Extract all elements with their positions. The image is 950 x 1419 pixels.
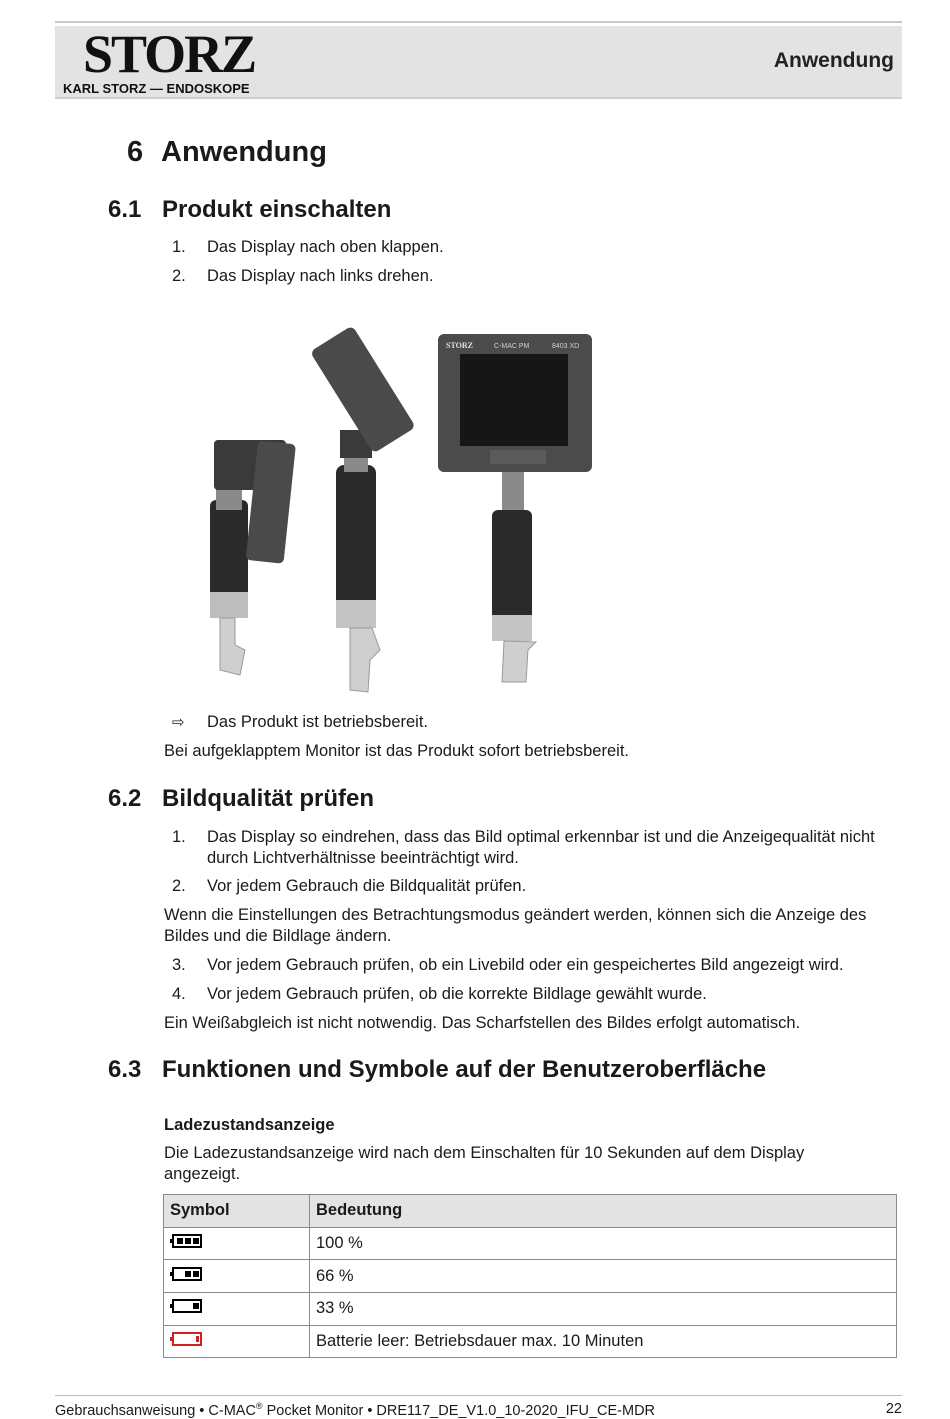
symbol-cell (164, 1227, 310, 1260)
device-brand-label: STORZ (446, 341, 473, 350)
subheading: Ladezustandsanzeige (164, 1116, 335, 1134)
battery-two-thirds-icon (170, 1267, 202, 1281)
list-text: Das Display so eindrehen, dass das Bild optimal erkennbar ist und die Anzeigequalität nicht durch Lichtverhältnisse beeinträchtigt wird. (207, 828, 875, 867)
list-item (164, 237, 894, 258)
table-row (164, 1325, 897, 1358)
section-number: 6.3 (108, 1056, 142, 1083)
list-text: Das Display nach oben klappen. (207, 238, 444, 256)
list-text: Vor jedem Gebrauch prüfen, ob ein Livebild oder ein gespeichertes Bild angezeigt wird. (207, 956, 844, 974)
paragraph: Ein Weißabgleich ist nicht notwendig. Das Scharfstellen des Bildes erfolgt automatisch. (164, 1014, 801, 1032)
section-number: 6.2 (108, 785, 142, 812)
list-item (164, 827, 884, 869)
table-row (164, 1260, 897, 1293)
list-item (164, 984, 894, 1005)
page-number: 22 (885, 1401, 902, 1417)
list-number: 2. (172, 877, 186, 895)
list-text: Vor jedem Gebrauch prüfen, ob die korrekte Bildlage gewählt wurde. (207, 985, 707, 1003)
chapter-number: 6 (127, 136, 144, 168)
battery-symbol-table (163, 1194, 897, 1358)
header-top-rule (55, 21, 902, 23)
header-bottom-rule (55, 97, 902, 99)
registered-mark: ® (255, 1401, 263, 1411)
list-number: 3. (172, 956, 186, 974)
list-item (164, 876, 894, 897)
paragraph: Bei aufgeklapptem Monitor ist das Produkt sofort betriebsbereit. (164, 742, 629, 760)
karl-storz-logo (63, 24, 263, 96)
table-row (164, 1293, 897, 1326)
device-photo-figure (190, 320, 610, 700)
column-header-symbol: Symbol (164, 1195, 310, 1228)
paragraph: Wenn die Einstellungen des Betrachtungsmodus geändert werden, können sich die Anzeige des Bildes und die Bildlage ändern. (164, 906, 867, 945)
header-section-title: Anwendung (773, 49, 894, 72)
battery-full-icon (170, 1234, 202, 1248)
symbol-cell (164, 1260, 310, 1293)
section-title: Produkt einschalten (162, 196, 392, 223)
meaning-cell: 100 % (310, 1227, 897, 1260)
section-title: Funktionen und Symbole auf der Benutzeroberfläche (162, 1056, 767, 1083)
meaning-cell: 33 % (310, 1293, 897, 1326)
meaning-cell: 66 % (310, 1260, 897, 1293)
device-model-label: C-MAC PM (494, 343, 530, 350)
device-display-up (310, 325, 416, 692)
list-text: Vor jedem Gebrauch die Bildqualität prüfen. (207, 877, 527, 895)
list-number: 2. (172, 267, 186, 285)
list-text: Das Display nach links drehen. (207, 267, 434, 285)
table-row (164, 1227, 897, 1260)
table-header-row (164, 1195, 897, 1228)
list-number: 1. (172, 828, 186, 846)
list-number: 1. (172, 238, 186, 256)
device-model-number: 8403 XD (552, 343, 580, 350)
chapter-heading (127, 136, 327, 169)
battery-empty-icon (170, 1332, 202, 1346)
meaning-cell: Batterie leer: Betriebsdauer max. 10 Minuten (310, 1325, 897, 1358)
symbol-cell (164, 1325, 310, 1358)
paragraph: Die Ladezustandsanzeige wird nach dem Einschalten für 10 Sekunden auf dem Display angezeigt. (164, 1144, 805, 1183)
footer-rule (55, 1395, 902, 1396)
result-text: Das Produkt ist betriebsbereit. (207, 713, 429, 731)
list-item (164, 266, 894, 287)
footer-text-a: Gebrauchsanweisung • C-MAC (55, 1402, 256, 1419)
section-heading-6-3 (108, 1056, 766, 1084)
list-number: 4. (172, 985, 186, 1003)
result-arrow-icon: ⇨ (172, 714, 185, 731)
list-item (164, 955, 894, 976)
column-header-meaning: Bedeutung (310, 1195, 897, 1228)
footer-document-id (55, 1401, 655, 1419)
result-item (164, 712, 894, 733)
section-title: Bildqualität prüfen (162, 785, 374, 812)
footer-text-b: Pocket Monitor • DRE117_DE_V1.0_10-2020_IFU_CE-MDR (262, 1402, 656, 1419)
section-heading-6-1 (108, 196, 391, 224)
device-folded (210, 440, 296, 675)
logo-subline: KARL STORZ — ENDOSKOPE (63, 81, 250, 96)
section-number: 6.1 (108, 196, 142, 223)
logo-wordmark: STORZ (83, 24, 256, 84)
page-header (55, 26, 902, 98)
device-display-rotated (438, 334, 592, 682)
battery-one-third-icon (170, 1299, 202, 1313)
section-heading-6-2 (108, 785, 374, 813)
symbol-cell (164, 1293, 310, 1326)
chapter-title: Anwendung (161, 136, 327, 168)
